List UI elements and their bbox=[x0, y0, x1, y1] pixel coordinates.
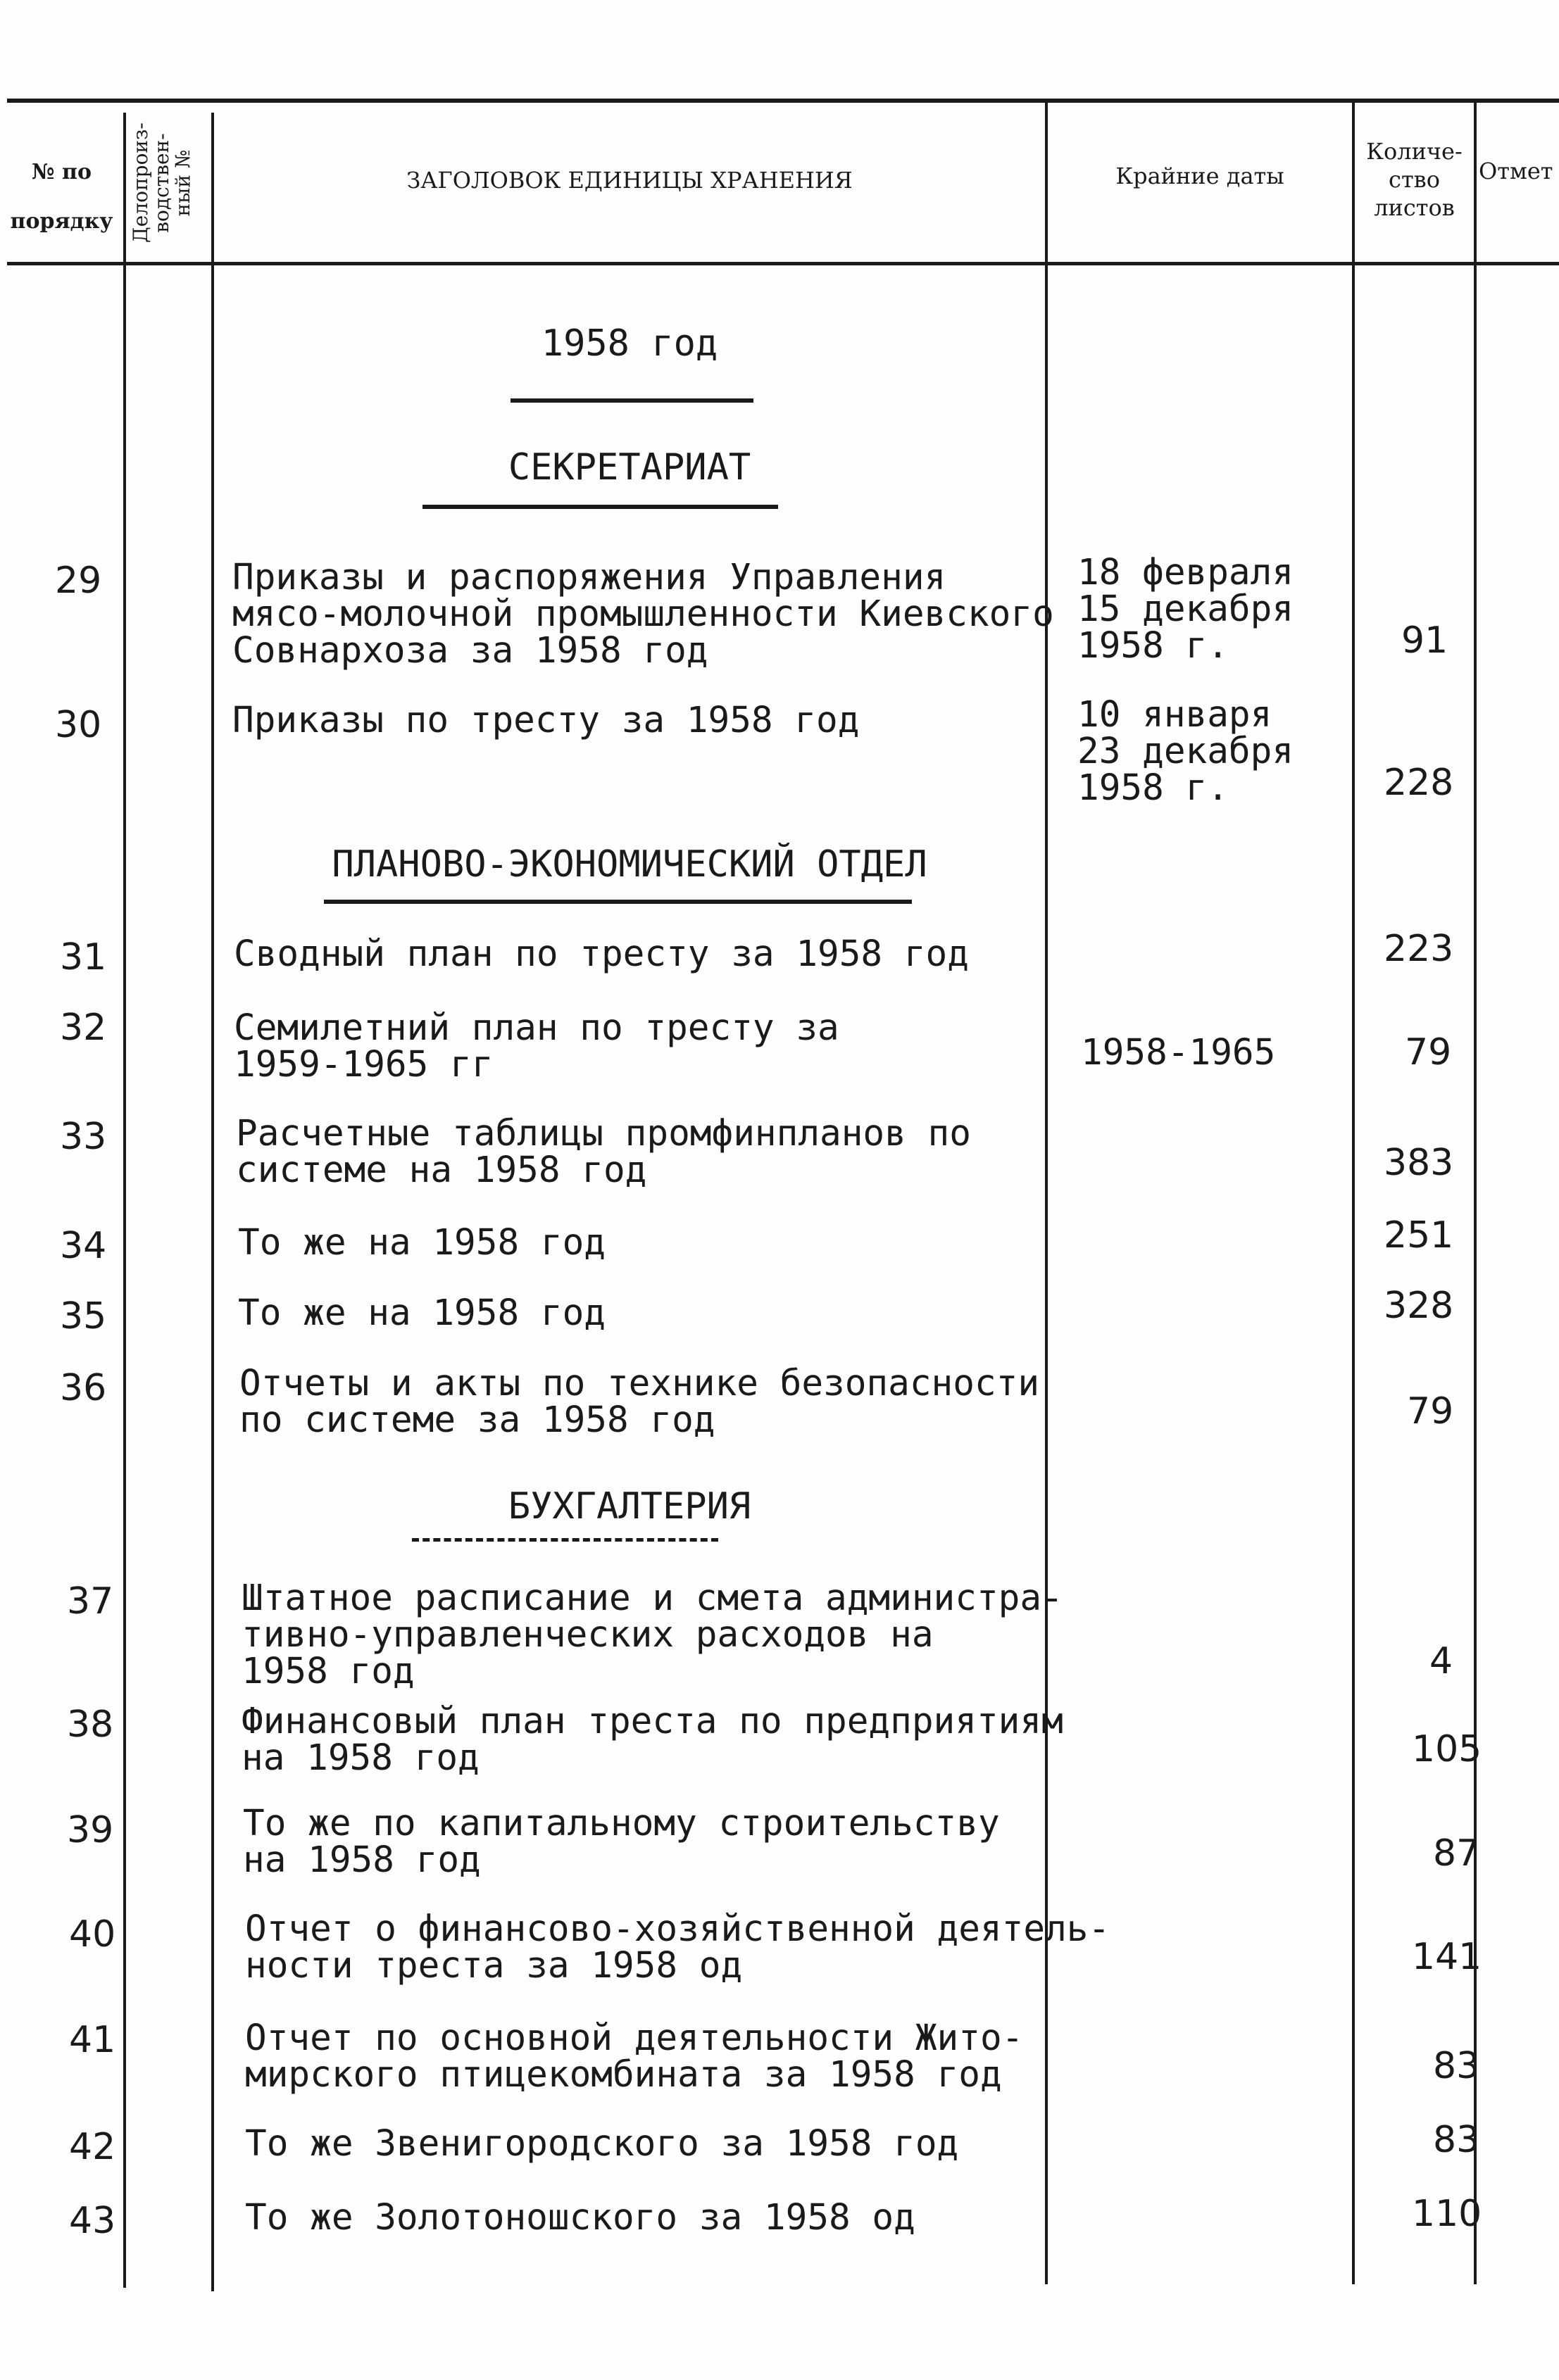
row-41-number: 41 bbox=[69, 2019, 116, 2061]
row-41-sheets: 83 bbox=[1433, 2045, 1480, 2087]
row-39-title: То же по капитальному строительству на 1958 год bbox=[243, 1803, 1000, 1881]
row-36-number: 36 bbox=[60, 1367, 107, 1409]
row-37-number: 37 bbox=[67, 1580, 114, 1623]
header-col-notes: Отмет bbox=[1479, 158, 1553, 184]
row-32-title: Семилетний план по тресту за 1959-1965 гг bbox=[234, 1007, 839, 1085]
section-secretariat: СЕКРЕТАРИАТ bbox=[508, 446, 751, 489]
row-39-number: 39 bbox=[67, 1809, 114, 1851]
row-39-sheets: 87 bbox=[1433, 1832, 1480, 1875]
row-30-number: 30 bbox=[55, 704, 102, 746]
col-divider-1 bbox=[123, 113, 126, 2288]
header-col-office-number: Делопроиз- водствен- ный № bbox=[129, 122, 194, 243]
row-32-number: 32 bbox=[60, 1007, 107, 1049]
row-43-number: 43 bbox=[69, 2200, 116, 2242]
row-33-sheets: 383 bbox=[1384, 1142, 1454, 1184]
row-30-title: Приказы по тресту за 1958 год bbox=[232, 700, 860, 741]
header-col-number: № по порядку bbox=[10, 160, 113, 234]
row-38-sheets: 105 bbox=[1412, 1728, 1482, 1770]
row-34-title: То же на 1958 год bbox=[238, 1222, 606, 1264]
row-35-title: То же на 1958 год bbox=[238, 1292, 606, 1334]
section-planning-underline bbox=[324, 900, 912, 904]
year-heading-underline bbox=[511, 398, 753, 403]
row-36-sheets: 79 bbox=[1407, 1390, 1454, 1433]
header-col-dates: Крайние даты bbox=[1115, 163, 1284, 189]
row-42-sheets: 83 bbox=[1433, 2119, 1480, 2161]
row-32-dates: 1958-1965 bbox=[1081, 1032, 1276, 1073]
row-29-sheets: 91 bbox=[1401, 619, 1448, 662]
section-accounting-underline bbox=[412, 1538, 718, 1542]
row-31-title: Сводный план по тресту за 1958 год bbox=[234, 933, 969, 975]
row-41-title: Отчет по основной деятельности Жито- мирского птицекомбината за 1958 год bbox=[245, 2017, 1024, 2096]
row-32-sheets: 79 bbox=[1405, 1031, 1452, 1073]
section-secretariat-underline bbox=[422, 505, 778, 509]
row-33-title: Расчетные таблицы промфинпланов по системе на 1958 год bbox=[236, 1113, 971, 1191]
row-42-number: 42 bbox=[69, 2126, 116, 2168]
col-divider-4 bbox=[1352, 102, 1355, 2284]
row-43-sheets: 110 bbox=[1412, 2193, 1482, 2235]
row-43-title: То же Золотоношского за 1958 од bbox=[245, 2197, 915, 2239]
row-40-number: 40 bbox=[69, 1913, 116, 1956]
row-36-title: Отчеты и акты по технике безопасности по системе за 1958 год bbox=[239, 1363, 1040, 1441]
col-divider-2 bbox=[211, 113, 214, 2291]
top-border-line bbox=[7, 99, 1559, 103]
section-accounting: БУХГАЛТЕРИЯ bbox=[508, 1485, 751, 1528]
row-29-title: Приказы и распоряжения Управления мясо-молочной промышленности Киевского Совнархоза за 1958 год bbox=[232, 557, 1054, 672]
year-heading: 1958 год bbox=[541, 322, 718, 365]
row-40-title: Отчет о финансово-хозяйственной деятель- ности треста за 1958 од bbox=[245, 1908, 1110, 1987]
row-33-number: 33 bbox=[60, 1116, 107, 1158]
row-29-number: 29 bbox=[55, 560, 102, 602]
section-planning: ПЛАНОВО-ЭКОНОМИЧЕСКИЙ ОТДЕЛ bbox=[332, 843, 927, 886]
header-col-sheets: Количе- ство листов bbox=[1366, 138, 1463, 221]
row-40-sheets: 141 bbox=[1412, 1936, 1482, 1978]
row-34-sheets: 251 bbox=[1384, 1214, 1454, 1257]
header-bottom-line bbox=[7, 262, 1559, 265]
row-34-number: 34 bbox=[60, 1225, 107, 1267]
row-42-title: То же Звенигородского за 1958 год bbox=[245, 2123, 959, 2165]
row-29-dates: 18 февраля 15 декабря 1958 г. bbox=[1077, 552, 1294, 667]
header-col-title: ЗАГОЛОВОК ЕДИНИЦЫ ХРАНЕНИЯ bbox=[406, 167, 853, 194]
row-38-title: Финансовый план треста по предприятиям на 1958 год bbox=[242, 1701, 1063, 1779]
row-35-number: 35 bbox=[60, 1295, 107, 1337]
row-31-sheets: 223 bbox=[1384, 928, 1454, 970]
row-37-title: Штатное расписание и смета администра- тивно-управленческих расходов на 1958 год bbox=[242, 1578, 1063, 1692]
row-38-number: 38 bbox=[67, 1704, 114, 1746]
row-35-sheets: 328 bbox=[1384, 1285, 1454, 1327]
row-31-number: 31 bbox=[60, 936, 107, 978]
row-30-dates: 10 января 23 декабря 1958 г. bbox=[1077, 694, 1294, 809]
row-37-sheets: 4 bbox=[1429, 1640, 1453, 1682]
row-30-sheets: 228 bbox=[1384, 762, 1454, 804]
